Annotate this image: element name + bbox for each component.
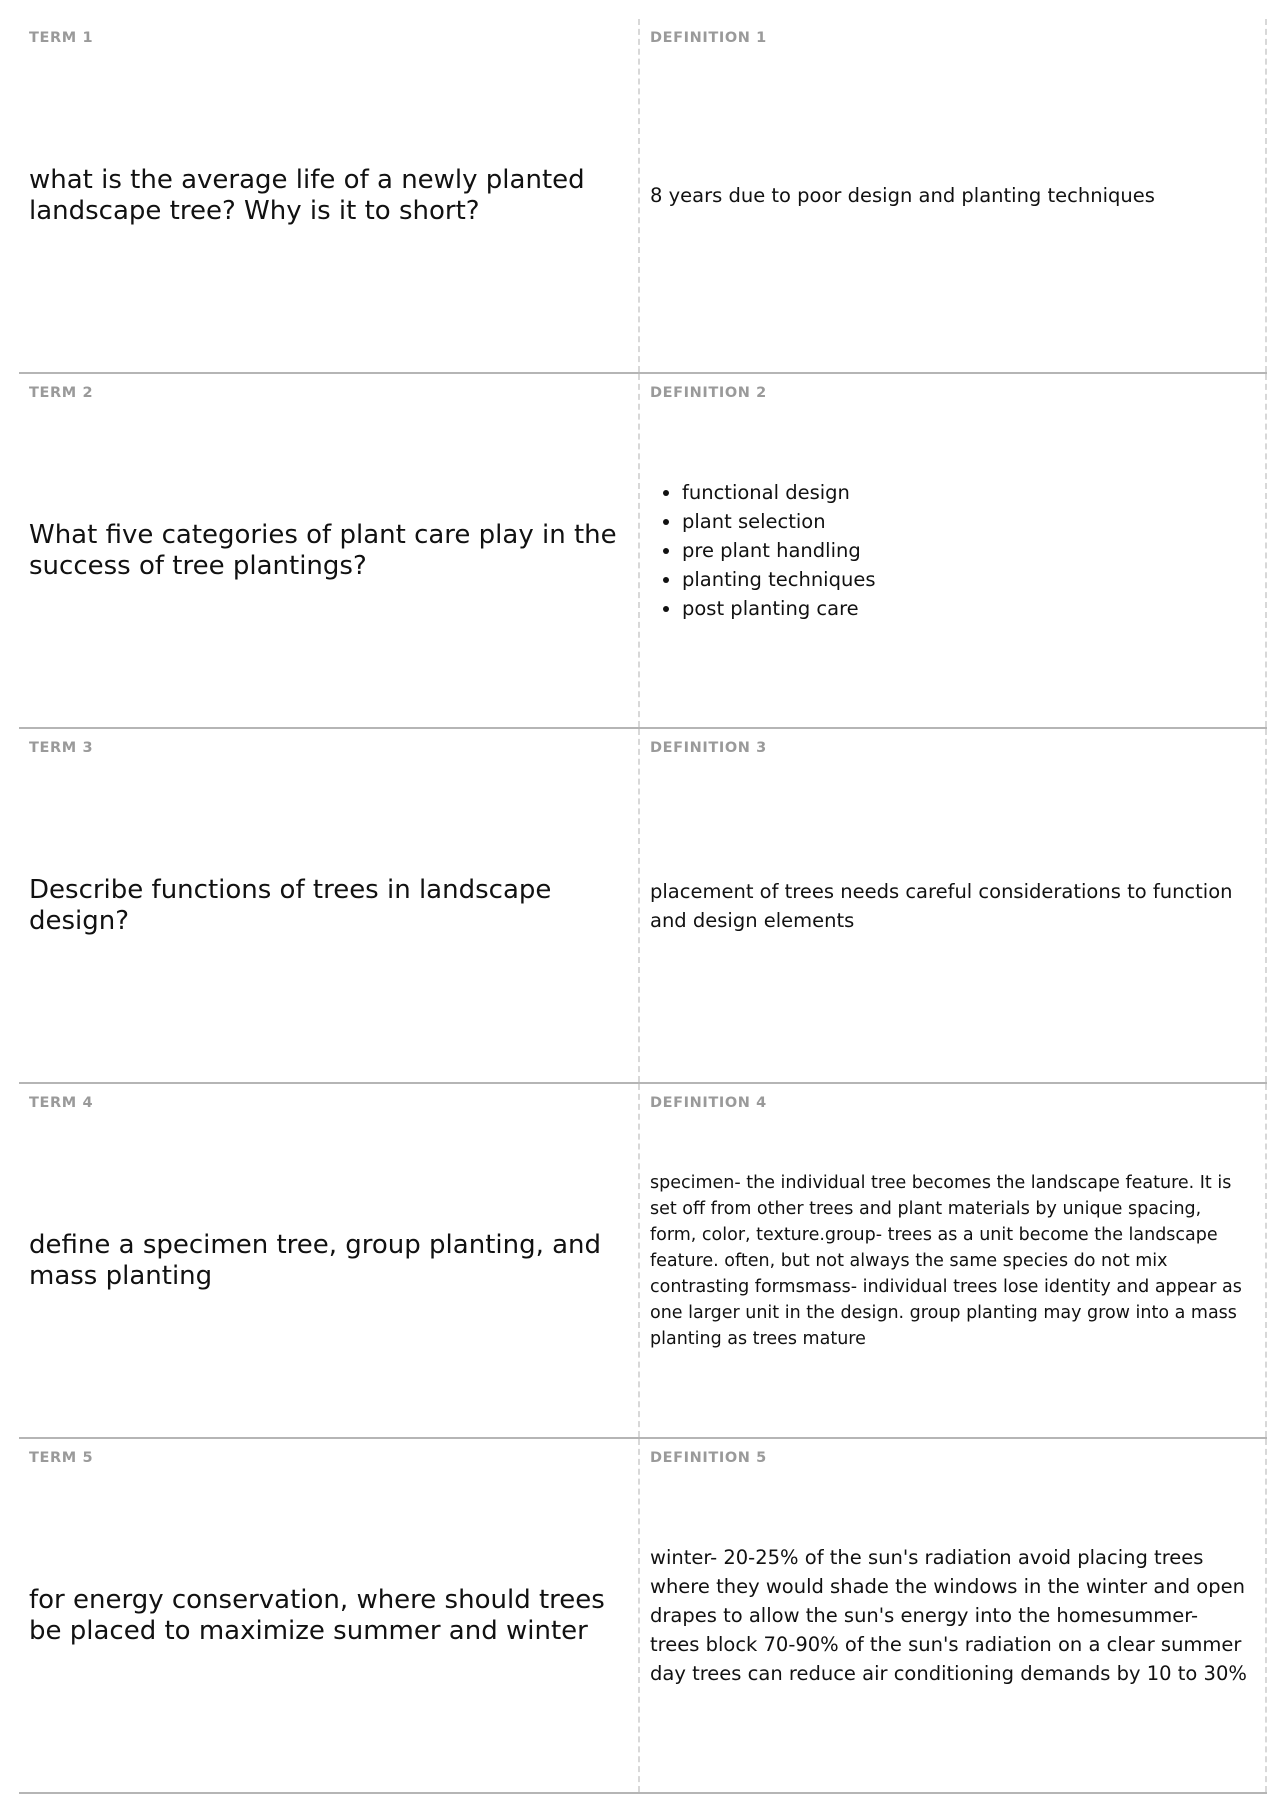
definition-text: 8 years due to poor design and planting techniques (650, 184, 1155, 207)
term-cell (19, 374, 640, 727)
definition-text: winter- 20-25% of the sun's radiation avoid placing trees where they would shade the windows in the winter and open drapes to allow the sun's energy into the homesummer- trees block 70-90% of the sun's radiation on a clear summer day trees can reduce air conditioning demands by 10 to 30% (650, 1546, 1247, 1685)
definition-cell (640, 1084, 1267, 1437)
definition-cell (640, 374, 1267, 727)
definition-list-item: • functional design (682, 478, 876, 507)
definition-text: placement of trees needs careful considerations to function and design elements (650, 879, 1233, 932)
term-label: TERM 1 (29, 30, 94, 46)
definition-cell (640, 19, 1267, 372)
term-label: TERM 4 (29, 1095, 94, 1111)
term-label: TERM 3 (29, 740, 94, 756)
definition-list-item: • plant selection (682, 507, 876, 536)
term-text: for energy conservation, where should trees be placed to maximize summer and winter (29, 1584, 605, 1646)
definition-label: DEFINITION 1 (650, 30, 767, 46)
definition-label: DEFINITION 5 (650, 1450, 767, 1466)
term-cell (19, 729, 640, 1082)
term-text: define a specimen tree, group planting, and mass planting (29, 1229, 602, 1291)
definition-text: specimen- the individual tree becomes the landscape feature. It is set off from other trees and plant materials by unique spacing, form, color, texture.group- trees as a unit become the landscape feature. often, but not always the same species do not mix contrasting formsmass- individual trees lose identity and appear as one larger unit in the design. group planting may grow into a mass planting as trees mature (650, 1172, 1242, 1349)
flashcard-row (19, 1084, 1267, 1439)
definition-label: DEFINITION 2 (650, 385, 767, 401)
term-text: What five categories of plant care play in the success of tree plantings? (29, 519, 617, 581)
term-text: what is the average life of a newly planted landscape tree? Why is it to short? (29, 164, 585, 226)
definition-list-item: • post planting care (682, 594, 876, 623)
flashcard-sheet (19, 19, 1267, 1794)
definition-list-item: • planting techniques (682, 565, 876, 594)
term-label: TERM 5 (29, 1450, 94, 1466)
flashcard-row (19, 374, 1267, 729)
definition-cell (640, 729, 1267, 1082)
definition-list-item: • pre plant handling (682, 536, 876, 565)
definition-cell (640, 1439, 1267, 1792)
term-cell (19, 1084, 640, 1437)
definition-label: DEFINITION 4 (650, 1095, 767, 1111)
flashcard-row (19, 729, 1267, 1084)
term-label: TERM 2 (29, 385, 94, 401)
definition-label: DEFINITION 3 (650, 740, 767, 756)
term-cell (19, 19, 640, 372)
flashcard-row (19, 1439, 1267, 1794)
definition-list (650, 478, 876, 623)
flashcard-row (19, 19, 1267, 374)
term-cell (19, 1439, 640, 1792)
term-text: Describe functions of trees in landscape design? (29, 874, 552, 936)
